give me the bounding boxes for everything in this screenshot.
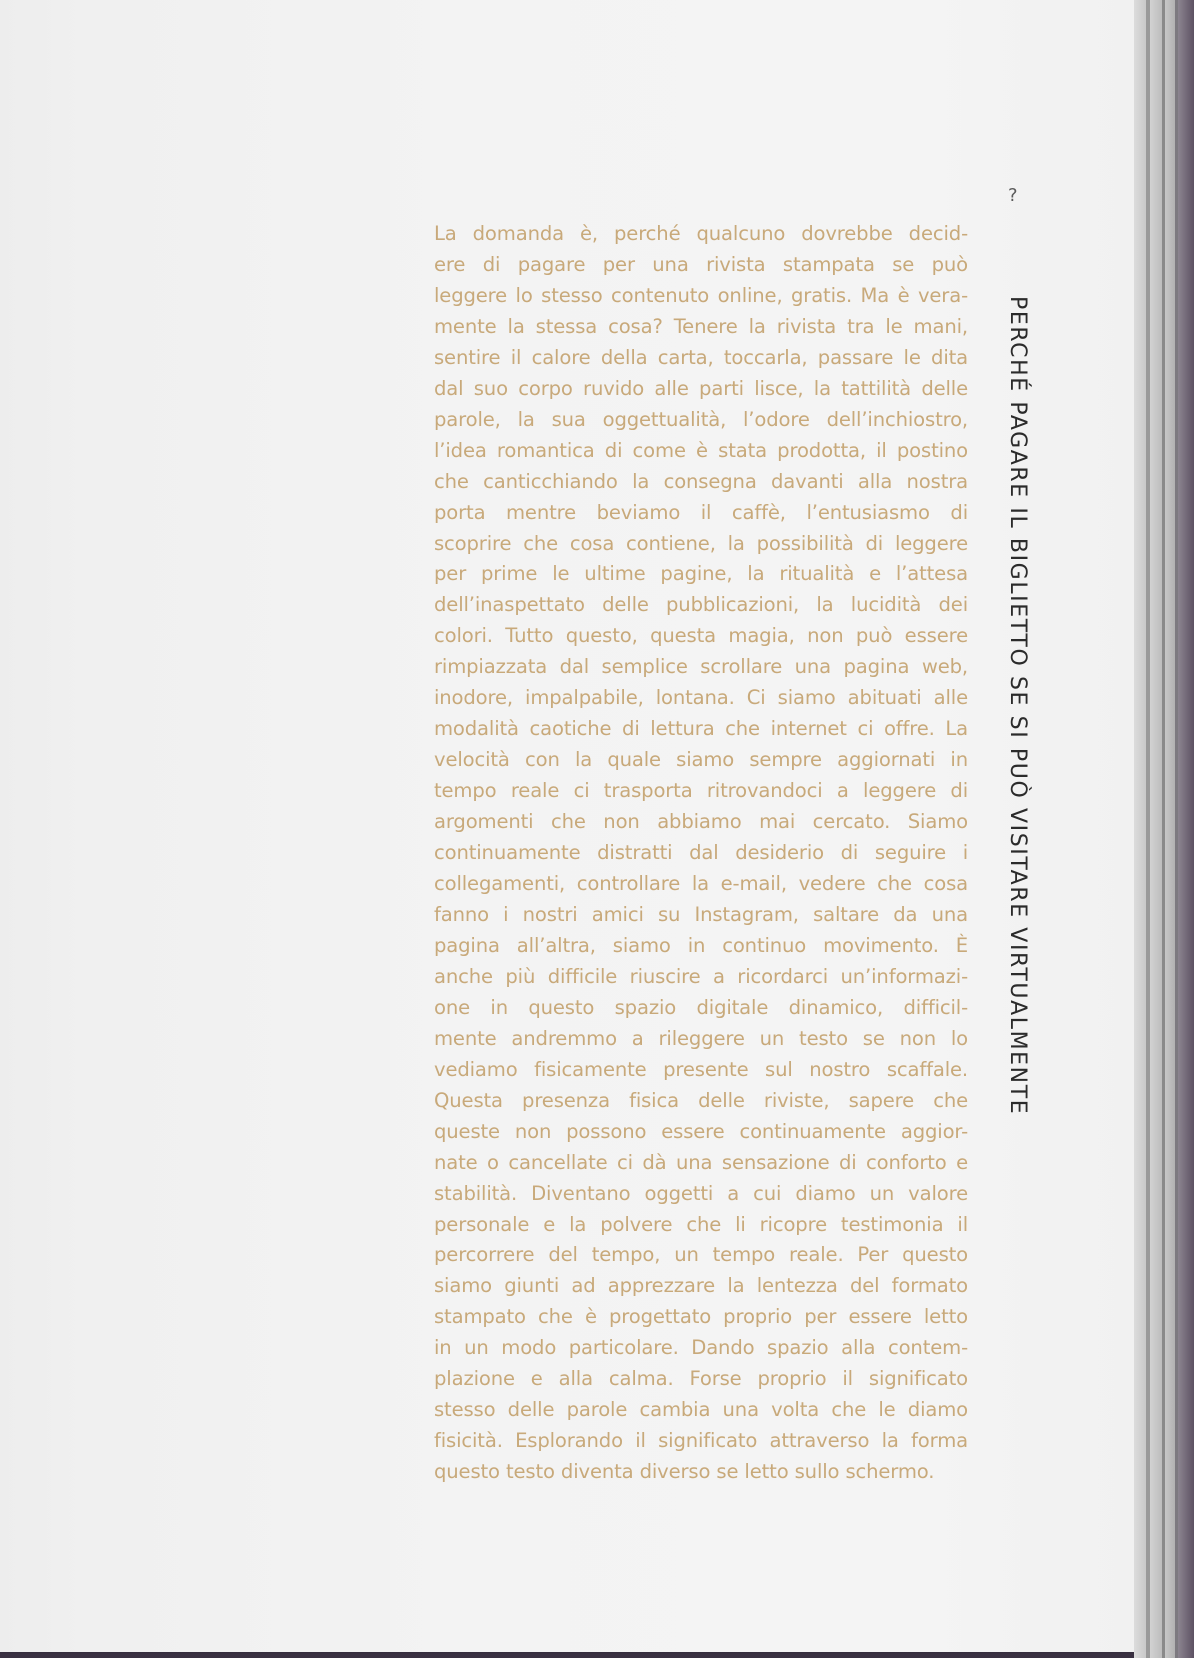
body-text-line: fisicità. Esplorando il significato attraverso la forma — [434, 1429, 968, 1453]
body-text-line: one in questo spazio digitale dinamico, difficil- — [434, 995, 968, 1019]
body-text-line: modalità caotiche di lettura che internet ci offre. La — [434, 717, 968, 741]
body-text-line: La domanda è, perché qualcuno dovrebbe decid- — [434, 222, 968, 245]
body-text-line: rimpiazzata dal semplice scrollare una pagina web, — [434, 655, 968, 679]
page-marker: ? — [1008, 185, 1018, 206]
body-text-line: collegamenti, controllare la e-mail, vedere che cosa — [434, 872, 968, 896]
body-text-line: vediamo fisicamente presente sul nostro scaffale. — [434, 1057, 968, 1081]
body-text-line: stesso delle parole cambia una volta che le diamo — [434, 1398, 968, 1422]
page-edge — [1150, 0, 1162, 1658]
body-text-line: nate o cancellate ci dà una sensazione di conforto e — [434, 1150, 968, 1174]
body-text-line: mente andremmo a rileggere un testo se non lo — [434, 1026, 968, 1050]
body-text-line: stabilità. Diventano oggetti a cui diamo un valore — [434, 1181, 968, 1205]
page-edge — [1178, 0, 1194, 1658]
body-text-line: anche più difficile riuscire a ricordarci un’informazi- — [434, 964, 968, 988]
body-text-line: porta mentre beviamo il caffè, l’entusiasmo di — [434, 500, 968, 524]
body-text-line: stampato che è progettato proprio per essere letto — [434, 1305, 968, 1329]
article-body — [434, 219, 968, 1488]
page-edge — [1134, 0, 1146, 1658]
body-text-line: tempo reale ci trasporta ritrovandoci a leggere di — [434, 779, 968, 803]
body-text-line: dal suo corpo ruvido alle parti lisce, la tattilità delle — [434, 376, 968, 400]
vertical-title-text: PERCHÉ PAGARE IL BIGLIETTO SE SI PUÒ VISITARE VIRTUALMENTE — [1005, 296, 1030, 1116]
body-text-line: dell’inaspettato delle pubblicazioni, la lucidità dei — [434, 593, 968, 617]
body-text-line: inodore, impalpabile, lontana. Ci siamo abituati alle — [434, 686, 968, 710]
body-text-line: fanno i nostri amici su Instagram, saltare da una — [434, 902, 968, 926]
vertical-title — [1004, 296, 1034, 1202]
body-text-line: parole, la sua oggettualità, l’odore dell’inchiostro, — [434, 407, 968, 431]
body-text-line: in un modo particolare. Dando spazio alla contem- — [434, 1336, 968, 1360]
body-text-line: continuamente distratti dal desiderio di seguire i — [434, 841, 968, 865]
body-text-line: per prime le ultime pagine, la ritualità e l’attesa — [434, 562, 968, 586]
body-text-line: leggere lo stesso contenuto online, gratis. Ma è vera- — [434, 283, 968, 307]
body-text-line: mente la stessa cosa? Tenere la rivista tra le mani, — [434, 314, 968, 338]
body-text-line: l’idea romantica di come è stata prodotta, il postino — [434, 438, 968, 462]
body-text-line: questo testo diventa diverso se letto sullo schermo. — [434, 1460, 935, 1484]
body-text-line: personale e la polvere che li ricopre testimonia il — [434, 1212, 968, 1236]
body-text-line: che canticchiando la consegna davanti alla nostra — [434, 469, 968, 493]
body-text-line: scoprire che cosa contiene, la possibilità di leggere — [434, 531, 968, 555]
body-text-line: siamo giunti ad apprezzare la lentezza del formato — [434, 1274, 968, 1298]
body-text-line: colori. Tutto questo, questa magia, non può essere — [434, 624, 968, 648]
body-text-line: percorrere del tempo, un tempo reale. Per questo — [434, 1243, 968, 1267]
page-edge — [1165, 0, 1175, 1658]
body-text-line: plazione e alla calma. Forse proprio il significato — [434, 1367, 968, 1391]
body-text-line: Questa presenza fisica delle riviste, sapere che — [434, 1088, 968, 1112]
body-text-line: queste non possono essere continuamente aggior- — [434, 1119, 968, 1143]
body-text-line: ere di pagare per una rivista stampata se può — [434, 252, 968, 276]
body-text-line: argomenti che non abbiamo mai cercato. Siamo — [434, 810, 968, 834]
body-text-line: pagina all’altra, siamo in continuo movimento. È — [434, 933, 968, 957]
page-stack-edges — [1134, 0, 1194, 1658]
body-text-line: velocità con la quale siamo sempre aggiornati in — [434, 748, 968, 772]
body-text-line: sentire il calore della carta, toccarla, passare le dita — [434, 345, 968, 369]
